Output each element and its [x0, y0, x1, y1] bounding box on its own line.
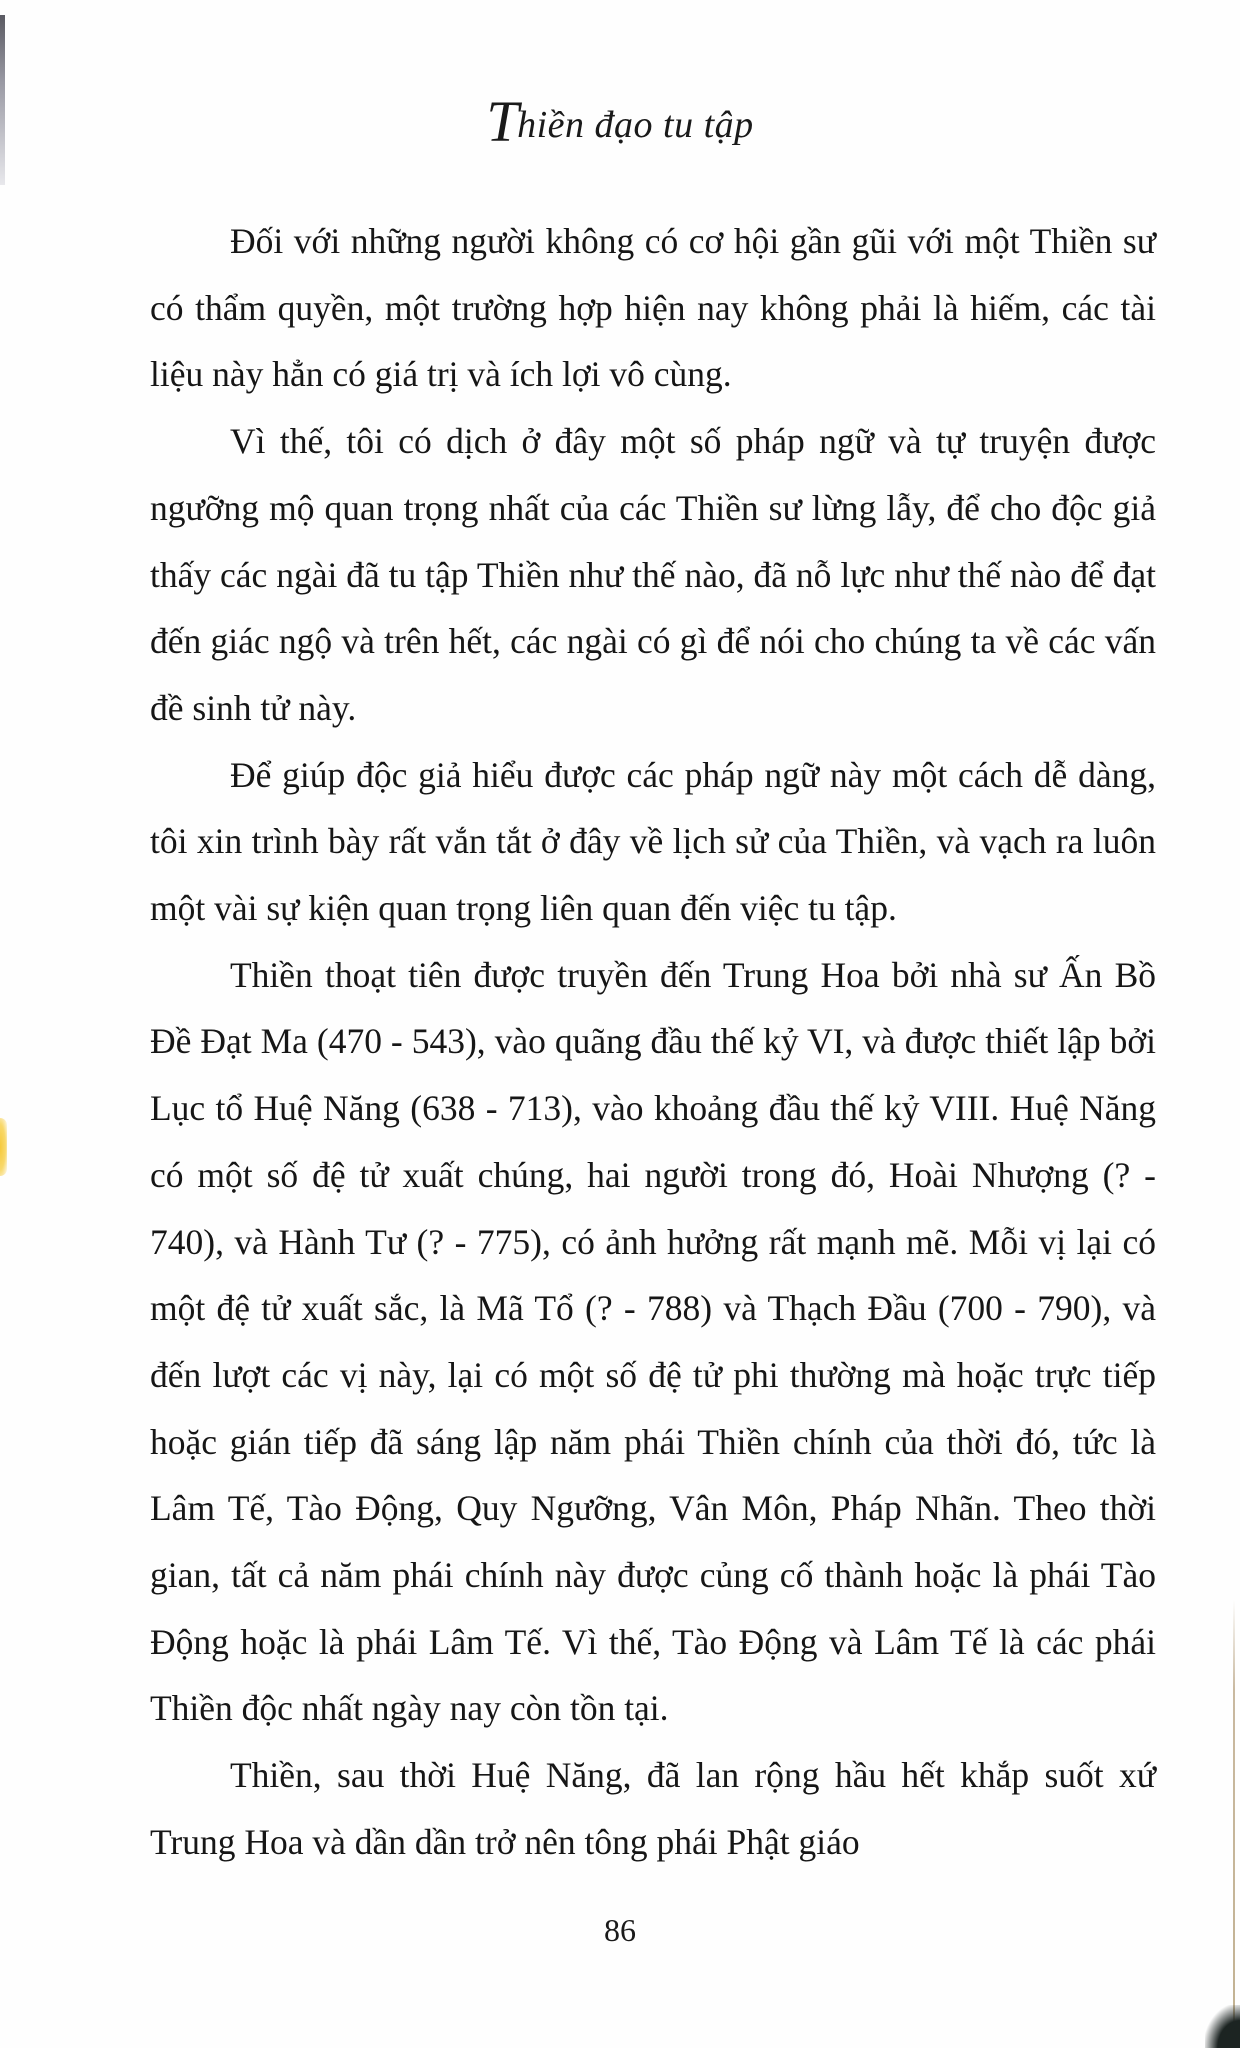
paragraph: Để giúp độc giả hiểu được các pháp ngữ này một cách dễ dàng, tôi xin trình bày rất vắn tắt ở đây về lịch sử của Thiền, và vạch ra luôn một vài sự kiện quan trọng liên quan đến việc tu tập. — [150, 754, 1156, 929]
running-head-initial: T — [486, 89, 520, 154]
page-edge-line-right — [1233, 1600, 1235, 2048]
paragraph: Thiền, sau thời Huệ Năng, đã lan rộng hầu hết khắp suốt xứ Trung Hoa và dần dần trở nên tông phái Phật giáo — [150, 1755, 1156, 1862]
yellow-highlight-mark — [0, 1118, 7, 1176]
paragraph: Thiền thoạt tiên được truyền đến Trung Hoa bởi nhà sư Ấn Bồ Đề Đạt Ma (470 - 543), vào quãng đầu thế kỷ VI, và được thiết lập bởi Lục tổ Huệ Năng (638 - 713), vào khoảng đầu thế kỷ VIII. Huệ Năng có một số đệ tử xuất chúng, hai người trong đó, Hoài Nhượng (? - 740), và Hành Tư (? - 775), có ảnh hưởng rất mạnh mẽ. Mỗi vị lại có một đệ tử xuất sắc, là Mã Tổ (? - 788) và Thạch Đầu (700 - 790), và đến lượt các vị này, lại có một số đệ tử phi thường mà hoặc trực tiếp hoặc gián tiếp đã sáng lập năm phái Thiền chính của thời đó, tức là Lâm Tế, Tào Động, Quy Ngưỡng, Vân Môn, Pháp Nhãn. Theo thời gian, tất cả năm phái chính này được củng cố thành hoặc là phái Tào Động hoặc là phái Lâm Tế. Vì thế, Tào Động và Lâm Tế là các phái Thiền độc nhất ngày nay còn tồn tại. — [150, 954, 1156, 1729]
paragraph: Đối với những người không có cơ hội gần gũi với một Thiền sư có thẩm quyền, một trường hợp hiện nay không phải là hiếm, các tài liệu này hẳn có giá trị và ích lợi vô cùng. — [150, 221, 1156, 395]
running-head-rest: hiền đạo tu tập — [517, 104, 754, 146]
running-head — [0, 88, 1240, 155]
page-corner-shadow — [1205, 2005, 1240, 2048]
body-text — [150, 208, 1156, 1876]
paragraph: Vì thế, tôi có dịch ở đây một số pháp ngữ và tự truyện được ngưỡng mộ quan trọng nhất của các Thiền sư lừng lẫy, để cho độc giả thấy các ngài đã tu tập Thiền như thế nào, đã nỗ lực như thế nào để đạt đến giác ngộ và trên hết, các ngài có gì để nói cho chúng ta về các vấn đề sinh tử này. — [150, 421, 1156, 728]
page-number: 86 — [604, 1912, 636, 1948]
